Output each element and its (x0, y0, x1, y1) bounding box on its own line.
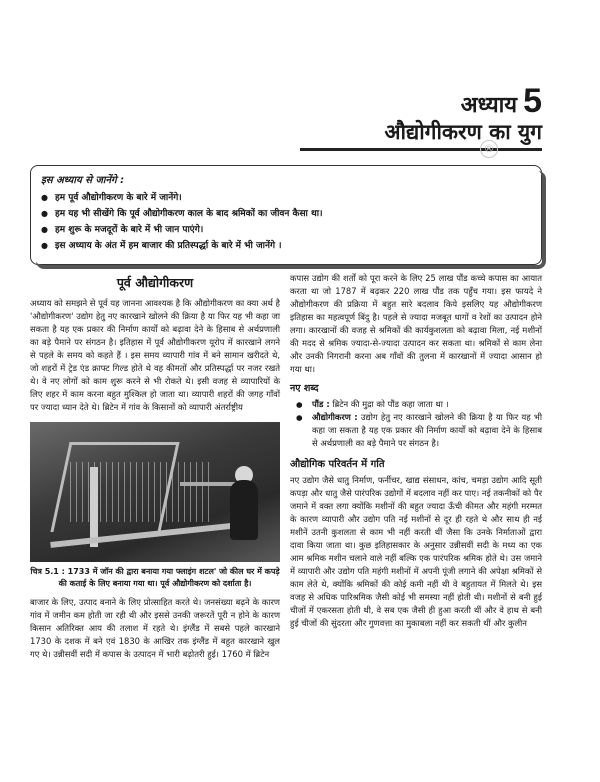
chapter-label: अध्याय (460, 93, 518, 118)
right-paragraph-2: नए उद्योग जैसे धातु निर्माण, फर्नीचर, खाद्य संसाधन, कांच, चमड़ा उद्योग आदि सूती कपड़ा और धातु जैसे पारंपरिक उद्योगों में बदलाव नहीं कर पाए। नई तकनीकों को पैर जमाने में वक्त लगा क्योंकि मशीनों की बहुत ज्यादा ऊँची कीमत और महंगी मरम्मत के कारण व्यापारी और उद्योग पति नई मशीनों से दूर ही रहते थे और साथ ही नई मशीनें उतनी कुशलता से काम भी नहीं करती थीं जैसा कि उनके निर्माताओं द्वारा दावा किया जाता था। कुछ इतिहासकार के अनुसार उन्नीसवीं सदी के मध्य का एक आम श्रमिक मशीन चलाने वाले नहीं बल्कि एक पारंपरिक श्रमिक होते थे। उस जमाने में व्यापारी और उद्योग पति महंगी मशीनों में अपनी पूंजी लगाने की अपेक्षा श्रमिकों से काम लेते थे, क्योंकि श्रमिकों की कोई कमी नहीं थी वे बहुतायत में मिलते थे। इस वजह से अधिक पारिश्रमिक जैसी कोई भी समस्या नहीं होती थी। मशीनों से बनी हुई चीजों में एकरसता होती थी, वे सब एक जैसी ही हुआ करती थीं और वे हाथ से बनी हुई चीजों की सुंदरता और गुणवत्ता का मुकाबला नहीं कर सकती थीं और कुलीन (290, 475, 542, 628)
new-word-definition: ब्रिटेन की मुद्रा को पौंड कहा जाता था । (329, 399, 449, 409)
right-column (290, 272, 542, 630)
objective-item: ● हम पूर्व औद्योगीकरण के बारे में जानेंगे। (41, 190, 531, 206)
new-words-list (290, 398, 542, 450)
section-title-pre-industrialization: पूर्व औद्योगीकरण (116, 275, 194, 290)
learning-objectives-list (41, 190, 531, 254)
left-paragraph-2: बाजार के लिए, उत्पाद बनाने के लिए प्रोत्साहित करते थे। जनसंख्या बढ़ने के कारण गांव में जमीन कम होती जा रही थी और इससे उनकी जरूरतें पूरी न होने के कारण किसान अतिरिक्त आय की तलाश में रहते थे। इंग्लैंड में सबसे पहले कारखाने 1730 के दशक में बने एवं 1830 के आखिर तक इंग्लैंड में बहुत कारखाने खुल गए थे। उन्नीसवीं सदी में कपास के उत्पादन में भारी बढ़ोतरी हुई। 1760 में ब्रिटेन (30, 597, 280, 659)
chapter-heading (461, 82, 542, 121)
chapter-number: 5 (523, 82, 542, 120)
new-word-term: पौंड : (312, 399, 330, 409)
learning-objectives-box (30, 165, 542, 265)
new-word-definition: उद्योग हेतु नए कारखाने खोलने की क्रिया है या फिर यह भी कहा जा सकता है यह एक प्रकार की निर्माण कार्यों को बढ़ावा देने के हिसाब से अर्थप्रणाली का बड़े पैमाने पर संगठन है। (312, 412, 542, 448)
chapter-title: औद्योगीकरण का युग (384, 120, 542, 144)
left-column (30, 272, 280, 661)
objective-item: ● हम यह भी सीखेंगे कि पूर्व औद्योगीकरण काल के बाद श्रमिकों का जीवन कैसा था। (41, 206, 531, 222)
objective-item: ● इस अध्याय के अंत में हम बाजार की प्रतिस्पर्द्धा के बारे में भी जानेंगे । (41, 238, 531, 254)
new-word-item (290, 398, 542, 411)
right-paragraph-1: कपास उद्योग की शर्तों को पूरा करने के लिए 25 लाख पौंड कच्चे कपास का आयात करता था जो 1787 में बढ़कर 220 लाख पौंड तक पहुँच गया। इस फायदे ने औद्योगीकरण की प्रक्रिया में बहुत सारे बदलाव किये इसलिए यह औद्योगीकरण इतिहास का महत्वपूर्ण बिंदु है। पहले से ज्यादा मजबूत धागों व रेशों का उत्पादन होने लगा। कारखानों की वजह से श्रमिकों की कार्यकुशलता को बढ़ावा मिला, नई मशीनों की मदद से श्रमिक ज्यादा-से-ज्यादा उत्पादन कर सकता था। श्रमिकों से काम लेना और उनकी निगरानी करना अब गाँवों की तुलना में कारखानों में ज्यादा आसान हो गया था। (290, 273, 542, 374)
new-words-box (290, 382, 542, 450)
objective-item: ● हम शुरू के मजदूरों के बारे में भी जान पाएंगे। (41, 222, 531, 238)
new-word-item (290, 411, 542, 450)
learning-objectives-heading: इस अध्याय से जानेंगे : (41, 175, 125, 186)
title-rule (300, 148, 542, 151)
left-paragraph-1: अध्याय को समझने से पूर्व यह जानना आवश्यक है कि औद्योगीकरण का क्या अर्थ है 'औद्योगीकरण' उद्योग हेतु नए कारखाने खोलने की क्रिया है या फिर यह भी कहा जा सकता है यह एक प्रकार की निर्माण कार्यों को बढ़ावा देने के हिसाब से अर्थप्रणाली का बड़े पैमाने पर संगठन है। इतिहास में पूर्व औद्योगीकरण यूरोप में कारखाने लगने से पहले के समय को कहते हैं । इस समय व्यापारी गांव में बने सामान खरीदते थे, जो शहरों में ट्रेड एंड क्राफ्ट गिल्ड होते थे वह कीमतों और प्रतिस्पर्द्धा पर नजर रखते थे। वे नए लोगों को काम शुरू करने से भी रोकते थे। इसी वजह से व्यापारियों के लिए शहर में काम करना बहुत मुश्किल हो जाता था। व्यापारी शहरों की जगह गाँवों पर ज्यादा ध्यान देते थे। ब्रिटेन में गांव के किसानों को व्यापारी अंतर्राष्ट्रीय (30, 298, 280, 412)
sub-section-title: औद्योगिक परिवर्तन में गति (290, 459, 385, 470)
new-words-heading: नए शब्द (290, 383, 319, 394)
registered-mark: ® (480, 140, 498, 158)
new-word-term: औद्योगीकरण : (312, 412, 358, 422)
flying-shuttle-photo (30, 422, 280, 562)
figure-caption: चित्र 5.1 : 1733 में जॉन की द्वारा बनाया गया फ्लाइंग शटल' जो कील घर में कपड़े की कताई के लिए बनाया गया था। पूर्व औद्योगीकरण को दर्शाता है। (30, 567, 280, 588)
